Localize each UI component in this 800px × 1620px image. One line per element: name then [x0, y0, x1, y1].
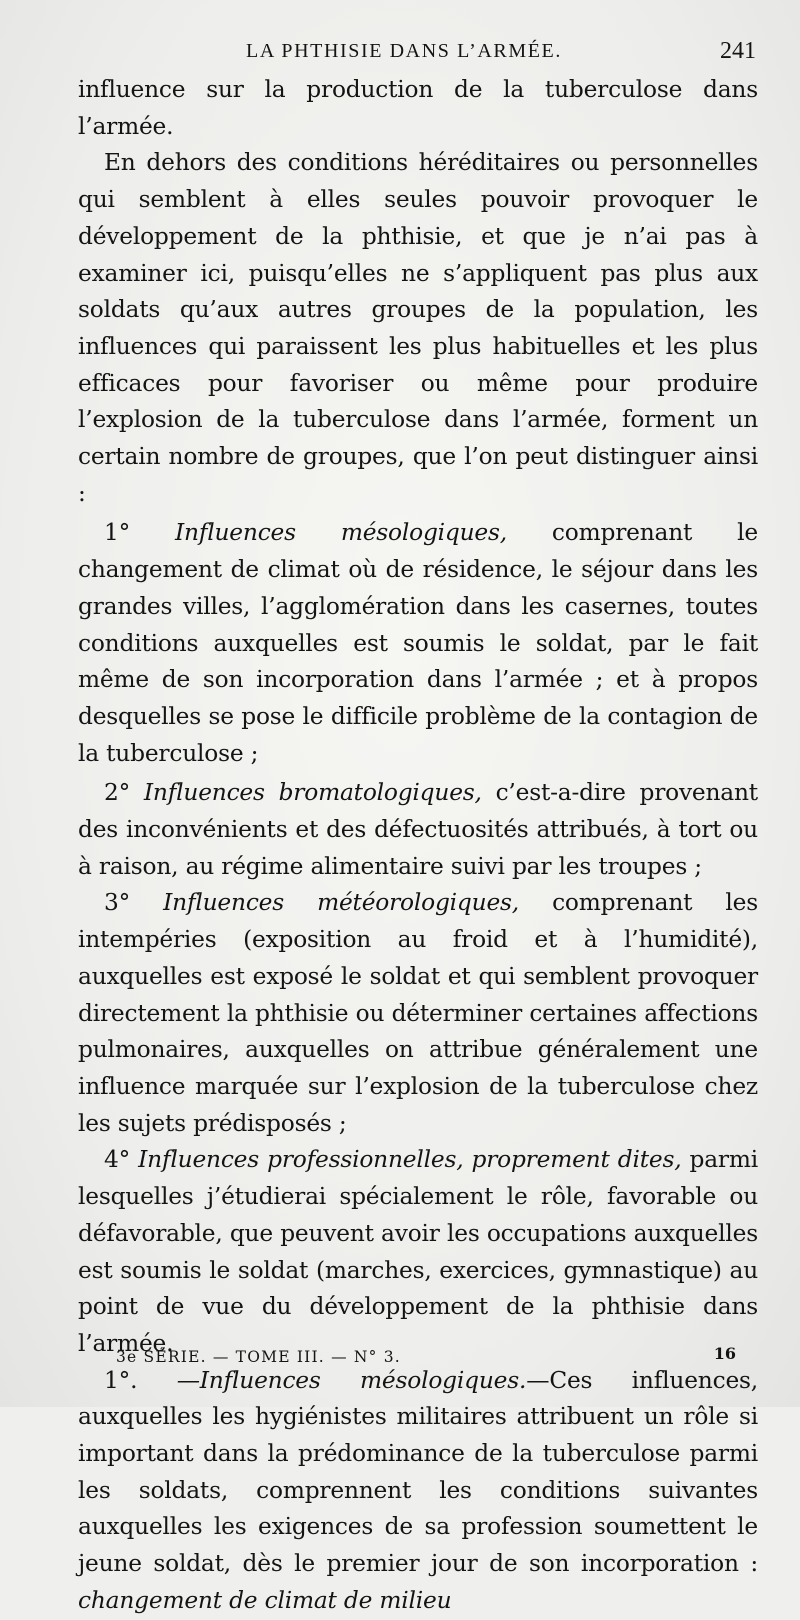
list-item-title: Influences professionnelles, proprement dites, — [138, 1146, 682, 1174]
list-item-number: 3° — [104, 889, 131, 917]
list-item-number: 4° — [104, 1146, 131, 1174]
list-item-title: Influences mésologiques, — [175, 519, 507, 547]
body-text — [78, 72, 758, 1620]
list-item-bromatologiques — [78, 775, 758, 885]
list-item-professionnelles — [78, 1142, 758, 1362]
printer-signature: 3e SÉRIE. — TOME III. — N° 3. — [116, 1348, 401, 1366]
section-trailing-italic: changement de climat de milieu — [78, 1586, 452, 1614]
paragraph-continuation: influence sur la production de la tuberculose dans l’armée. — [78, 76, 758, 140]
running-title: LA PHTHISIE DANS L’ARMÉE. — [246, 40, 562, 62]
page-footer — [116, 1344, 736, 1374]
list-item-text: comprenant les intempéries (exposition au froid et à l’humidité), auxquelles est exposé le soldat et qui semblent provoquer directement la phthisie ou déterminer certaines affections pulmonaires, auxquelles on attribue généralement une influence marquée sur l’explosion de la tuberculose chez les sujets prédisposés ; — [78, 889, 758, 1137]
list-item-text: comprenant le changement de climat où de résidence, le séjour dans les grandes villes, l’agglomération dans les casernes, toutes conditions auxquelles est soumis le soldat, par le fait même de son incorporation dans l’armée ; et à propos desquelles se pose le difficile problème de la contagion de la tuberculose ; — [78, 519, 758, 767]
list-item-text: parmi lesquelles j’étudierai spécialement le rôle, favorable ou défavorable, que peuvent avoir les occupations auxquelles est soumis le soldat (marches, exercices, gymnastique) au point de vue du développement de la phthisie dans l’armée. — [78, 1146, 758, 1357]
list-item-title: Influences bromatologiques, — [143, 779, 482, 807]
paragraph-intro: En dehors des conditions héréditaires ou personnelles qui semblent à elles seules pouvoir provoquer le développement de la phthisie, et que je n’ai pas à examiner ici, puisqu’elles ne s’appliquent pas plus aux soldats qu’aux autres groupes de la population, les influences qui paraissent les plus habituelles et les plus efficaces pour favoriser ou même pour produire l’explosion de la tuberculose dans l’armée, forment un certain nombre de groupes, que l’on peut distinguer ainsi : — [78, 149, 758, 507]
sheet-number: 16 — [713, 1344, 736, 1363]
section-mesologiques — [78, 1363, 758, 1620]
list-item-text: c’est-a-dire provenant des inconvénients et des défectuosités attribués, à tort ou à raison, au régime alimentaire suivi par les troupes ; — [78, 779, 758, 880]
list-item-number: 2° — [104, 779, 131, 807]
list-item-title: Influences météorologiques, — [163, 889, 519, 917]
section-text: —Ces influences, auxquelles les hygiénistes militaires attribuent un rôle si important dans la prédominance de la tuberculose parmi les soldats, comprennent les conditions suivantes auxquelles les exigences de sa profession soumettent le jeune soldat, dès le premier jour de son incorporation : — [78, 1366, 758, 1578]
list-item-number: 1° — [104, 519, 131, 547]
page-number: 241 — [720, 38, 756, 64]
page-header — [76, 36, 756, 68]
section-title: —Influences mésologiques. — [176, 1366, 527, 1394]
list-item-meteorologiques — [78, 885, 758, 1142]
list-item-mesologiques — [78, 515, 758, 772]
section-number: 1°. — [104, 1366, 138, 1394]
